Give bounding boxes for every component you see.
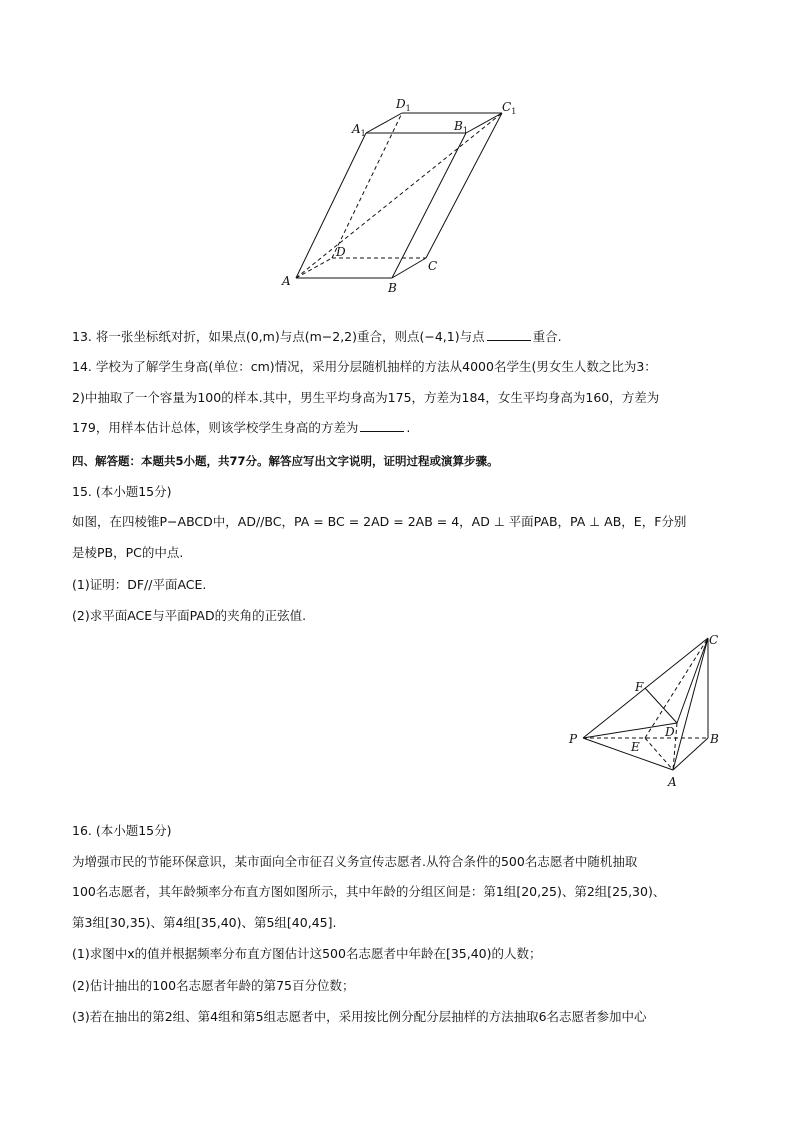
- question-15-line2: 是棱PB，PC的中点.: [72, 545, 184, 560]
- parallelepiped-figure: [270, 95, 530, 295]
- pyramid-figure: [565, 630, 735, 795]
- question-15-line1: 如图，在四棱锥P−ABCD中，AD//BC，PA = BC = 2AD = 2AB = 4，AD ⊥ 平面PAB，PA ⊥ AB，E，F分别: [72, 514, 687, 529]
- label-B1: $B_1$: [454, 119, 468, 135]
- diagonal-AC1: [296, 113, 502, 278]
- question-15-part2: (2)求平面ACE与平面PAD的夹角的正弦值.: [72, 608, 307, 623]
- label-D: D: [336, 245, 346, 259]
- label-B: B: [710, 732, 719, 746]
- question-16-part1: (1)求图中x的值并根据频率分布直方图估计这500名志愿者中年龄在[35,40)的人数；: [72, 946, 542, 961]
- answer-blank-13[interactable]: [487, 328, 531, 341]
- edge-AB: [673, 738, 708, 770]
- question-16-part2: (2)估计抽出的100名志愿者年龄的第75百分位数；: [72, 978, 355, 993]
- edge-AC: [673, 638, 708, 770]
- label-B: B: [388, 281, 397, 295]
- label-E: E: [631, 740, 640, 754]
- question-13-text: 13. 将一张坐标纸对折，如果点(0,m)与点(m−2,2)重合，则点(−4,1)与点: [72, 329, 485, 344]
- edge-AD: [296, 258, 332, 278]
- question-15-part1: (1)证明：DF//平面ACE.: [72, 577, 207, 592]
- question-16-header: 16. (本小题15分): [72, 823, 172, 838]
- label-C: C: [428, 259, 438, 273]
- question-16-line2: 100名志愿者，其年龄频率分布直方图如图所示，其中年龄的分组区间是：第1组[20,25)、第2组[25,30)、: [72, 884, 666, 899]
- question-14-tail: .: [406, 420, 411, 435]
- edge-BB1: [392, 133, 466, 278]
- label-A1: $A_1$: [352, 122, 366, 138]
- question-16-line3: 第3组[30,35)、第4组[35,40)、第5组[40,45].: [72, 915, 337, 930]
- edge-DD1: [332, 113, 402, 258]
- section-heading: 四、解答题：本题共5小题，共77分。解答应写出文字说明，证明过程或演算步骤。: [72, 454, 499, 468]
- label-A: A: [282, 274, 291, 288]
- question-14-line1: 14. 学校为了解学生身高(单位：cm)情况，采用分层随机抽样的方法从4000名学生(男女生人数之比为3：: [72, 359, 657, 374]
- label-F: F: [635, 680, 644, 694]
- label-C1: $C_1$: [502, 100, 517, 116]
- question-16-part3: (3)若在抽出的第2组、第4组和第5组志愿者中，采用按比例分配分层抽样的方法抽取6名志愿者参加中心: [72, 1009, 647, 1024]
- edge-AA1: [296, 133, 366, 278]
- question-14-line3: [72, 419, 410, 437]
- label-D: D: [665, 725, 675, 739]
- label-D1: $D_1$: [396, 97, 411, 113]
- label-P: P: [569, 732, 578, 746]
- segment-FD: [645, 688, 677, 723]
- question-14-line3-text: 179，用样本估计总体，则该学校学生身高的方差为: [72, 420, 359, 435]
- question-14-line2: 2)中抽取了一个容量为100的样本.其中，男生平均身高为175，方差为184，女生平均身高为160，方差为: [72, 390, 660, 405]
- edge-A1D1: [366, 113, 402, 133]
- question-15-header: 15. (本小题15分): [72, 484, 172, 499]
- answer-blank-14[interactable]: [360, 419, 404, 432]
- question-13-tail: 重合.: [532, 329, 562, 344]
- label-C: C: [709, 633, 719, 647]
- question-16-line1: 为增强市民的节能环保意识，某市面向全市征召义务宣传志愿者.从符合条件的500名志愿者中随机抽取: [72, 854, 638, 869]
- question-13: [72, 328, 562, 346]
- label-A: A: [668, 775, 677, 789]
- edge-PD: [583, 723, 677, 738]
